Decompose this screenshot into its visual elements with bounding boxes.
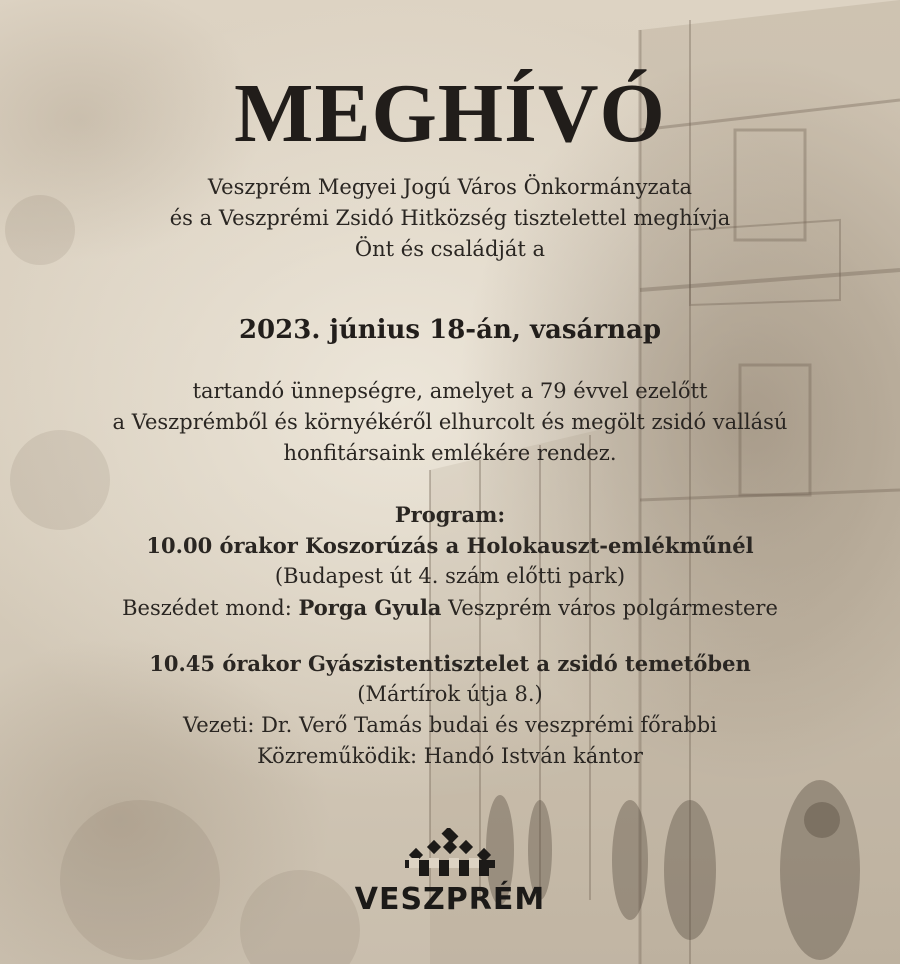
description-line: honfitársaink emlékére rendez.: [283, 441, 617, 465]
intro-line: Veszprém Megyei Jogú Város Önkormányzata: [207, 175, 693, 199]
crown-checker-icon: [405, 828, 495, 880]
logo-text: VESZPRÉM: [354, 882, 546, 917]
event-description: [0, 376, 900, 469]
program-item-location: (Budapest út 4. szám előtti park): [274, 564, 626, 588]
program-item-title: 10.45 órakor Gyászistentisztelet a zsidó temetőben: [149, 651, 751, 676]
intro-line: és a Veszprémi Zsidó Hitközség tisztelettel meghívja: [169, 206, 731, 230]
intro-line: Önt és családját a: [354, 237, 546, 261]
intro-text: [0, 172, 900, 265]
veszprem-logo: [340, 828, 560, 920]
program-cantor: Közreműködik: Handó István kántor: [257, 744, 643, 768]
program-heading: Program:: [394, 502, 506, 527]
speaker-name: Porga Gyula: [298, 595, 442, 620]
program-speaker: [0, 592, 900, 624]
program-item-location: (Mártírok útja 8.): [357, 682, 543, 706]
speaker-prefix: Beszédet mond:: [122, 596, 292, 620]
program-leader: Vezeti: Dr. Verő Tamás budai és veszprémi főrabbi: [183, 713, 717, 737]
program-section-1: [0, 499, 900, 624]
event-date: 2023. június 18-án, vasárnap: [238, 315, 662, 345]
speaker-role: Veszprém város polgármestere: [448, 596, 778, 620]
description-line: tartandó ünnepségre, amelyet a 79 évvel ezelőtt: [192, 379, 708, 403]
program-item-title: 10.00 órakor Koszorúzás a Holokauszt-emlékműnél: [146, 533, 754, 558]
program-section-2: [0, 648, 900, 772]
description-line: a Veszprémből és környékéről elhurcolt és megölt zsidó vallású: [112, 410, 788, 434]
page-title: MEGHÍVÓ: [234, 67, 666, 160]
